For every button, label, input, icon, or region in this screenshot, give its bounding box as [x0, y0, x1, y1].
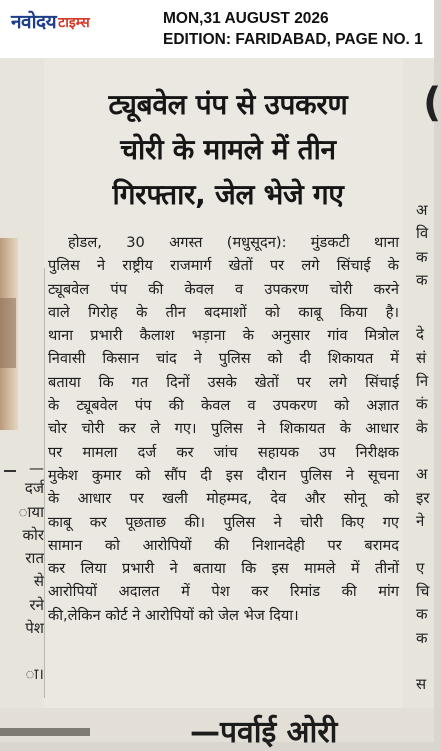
- right-fragment: अ: [416, 201, 428, 219]
- article-line: काबू कर पूछताछ की। पुलिस ने चोरी किए गए: [48, 513, 399, 531]
- top-bar: [0, 0, 434, 59]
- right-fragment: के: [416, 419, 428, 437]
- left-fragment: पेश: [25, 619, 44, 637]
- right-fragment: चि: [416, 582, 430, 600]
- right-fragment: अ: [416, 465, 428, 483]
- left-fragment: ाया: [18, 503, 44, 521]
- right-neighbor-column: [403, 58, 441, 742]
- right-fragment: क: [416, 629, 428, 647]
- right-fragment: सं: [416, 349, 427, 367]
- column-divider: [44, 268, 45, 698]
- headline-line: चोरी के मामले में तीन: [120, 133, 336, 166]
- right-fragment: ए: [416, 559, 425, 577]
- headline-line: ट्यूबवेल पंप से उपकरण: [108, 88, 348, 121]
- right-fragment: ने: [416, 512, 425, 530]
- right-fragment: स: [416, 675, 427, 693]
- right-fragment: क: [416, 248, 428, 266]
- article-line: निवासी किसान चांद ने पुलिस को दी शिकायत में: [48, 350, 399, 368]
- right-headline-fragment: (: [423, 80, 441, 126]
- article-body: [48, 231, 399, 627]
- article-line: बताया कि गत दिनों उसके खेतों पर लगे सिंचाई: [48, 373, 399, 391]
- right-fragment: दे: [416, 325, 424, 343]
- article-line: की,लेकिन कोर्ट ने आरोपियों को जेल भेज दिया।: [48, 606, 299, 624]
- left-fragment: कोर: [22, 526, 44, 544]
- left-fragment: ा।: [25, 665, 44, 683]
- article-line: कर लिया प्रभारी ने बताया कि इस मामले में तीनों: [48, 560, 399, 578]
- next-article-headline-fragment: —पर्वाई ओरी: [190, 715, 338, 750]
- newspaper-logo[interactable]: [11, 8, 90, 34]
- logo-sub-text: टाइम्स: [58, 15, 90, 31]
- article-line: ट्यूबवेल पंप की केवल व उपकरण चोरी करने: [48, 280, 399, 298]
- article-line: पर मामला दर्ज कर जांच सहायक उप निरीक्षक: [48, 443, 399, 461]
- left-fragment: से: [33, 572, 44, 590]
- article-line: के ट्यूबवेल पंप की केवल व उपकरण को अज्ञात: [48, 397, 399, 415]
- article-line: चोर चोरी कर ले गए। पुलिस ने शिकायत के आधार: [48, 420, 399, 438]
- left-fragment: रने: [29, 596, 44, 614]
- right-fragment: क: [416, 271, 428, 289]
- right-fragment: कं: [416, 395, 428, 413]
- article-line: आरोपियों अदालत में पेश कर रिमांड की मांग: [48, 583, 399, 601]
- date-line: MON,31 AUGUST 2026: [163, 10, 329, 27]
- article-line: मुकेश कुमार को सौंप दी इस दौरान पुलिस ने सूचना: [48, 466, 399, 484]
- right-fragment: नि: [416, 372, 429, 390]
- article-line: होडल, 30 अगस्त (मधुसूदन): मुंडकटी थाना: [68, 234, 399, 251]
- right-fragment: क: [416, 605, 428, 623]
- left-photo-fragment: [0, 238, 18, 430]
- right-fragment: वि: [416, 224, 429, 242]
- left-neighbor-column: [0, 58, 44, 742]
- headline-line: गिरफ्तार, जेल भेजे गए: [112, 178, 344, 211]
- logo-main-text: नवोदय: [11, 11, 57, 33]
- left-fragment: —: [29, 459, 44, 477]
- article-line: पुलिस ने राष्ट्रीय राजमार्ग खेतों पर लगे सिंचाई के: [48, 257, 399, 275]
- article-headline: [46, 82, 410, 217]
- right-fragment: इर: [416, 489, 430, 507]
- edition-info: [163, 8, 429, 50]
- left-fragment: रात: [25, 549, 44, 567]
- left-fragment: दर्ज: [24, 479, 44, 497]
- article-line: वाले गिरोह के तीन बदमाशों को काबू किया है।: [48, 303, 399, 321]
- next-article-strip: [0, 708, 434, 750]
- edition-line: EDITION: FARIDABAD, PAGE NO. 1: [163, 31, 423, 48]
- newspaper-clipping: [0, 58, 441, 750]
- article-line: के आधार पर खली मोहम्मद, देव और सोनू को: [48, 490, 399, 508]
- article-line: सामान को आरोपियों की निशानदेही पर बरामद: [48, 536, 399, 554]
- article-line: थाना प्रभारी कैलाश भड़ाना के अनुसार गांव मित्रोल: [48, 327, 399, 345]
- next-article-bar: [0, 728, 90, 736]
